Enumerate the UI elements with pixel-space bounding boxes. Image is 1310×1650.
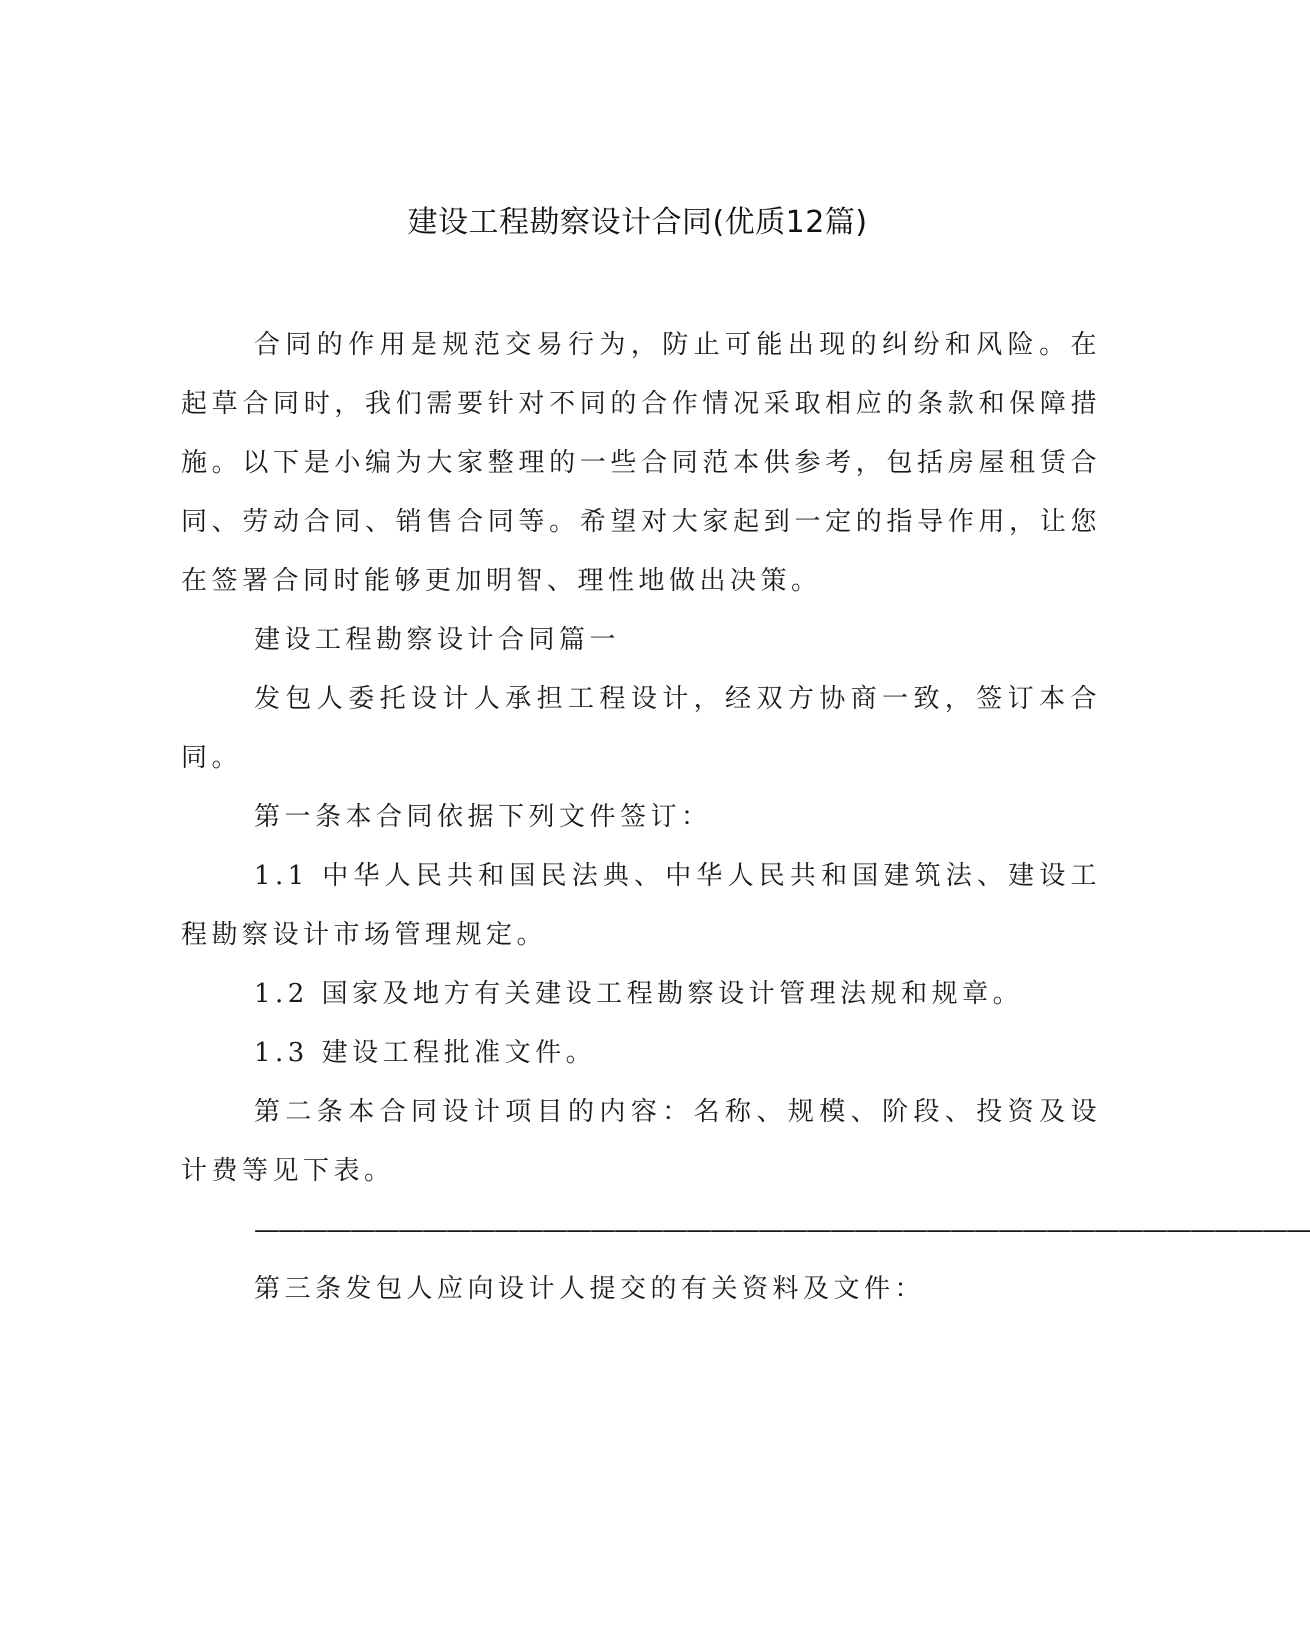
article-3: 第三条发包人应向设计人提交的有关资料及文件：	[254, 1274, 926, 1304]
article-1-heading: 第一条本合同依据下列文件签订：	[254, 802, 712, 832]
article-2: 第二条本合同设计项目的内容：名称、规模、阶段、投资及设计费等见下表。	[181, 1097, 1101, 1186]
clause-1-1: 1.1 中华人民共和国民法典、中华人民共和国建筑法、建设工程勘察设计市场管理规定。	[181, 861, 1101, 950]
blank-fill-line: ————————————————————————————————————————————	[254, 1215, 1310, 1245]
intro-paragraph: 合同的作用是规范交易行为，防止可能出现的纠纷和风险。在起草合同时，我们需要针对不同的合作情况采取相应的条款和保障措施。以下是小编为大家整理的一些合同范本供参考，包括房屋租赁合同、劳动合同、销售合同等。希望对大家起到一定的指导作用，让您在签署合同时能够更加明智、理性地做出决策。	[181, 330, 1101, 596]
paragraph-preamble: 发包人委托设计人承担工程设计，经双方协商一致，签订本合同。	[181, 684, 1101, 773]
document-title: 建设工程勘察设计合同(优质12篇)	[407, 205, 868, 240]
document-body	[181, 316, 1310, 1319]
clause-1-2: 1.2 国家及地方有关建设工程勘察设计管理法规和规章。	[254, 979, 1024, 1009]
clause-1-3: 1.3 建设工程批准文件。	[254, 1038, 597, 1068]
section-heading: 建设工程勘察设计合同篇一	[254, 625, 621, 655]
